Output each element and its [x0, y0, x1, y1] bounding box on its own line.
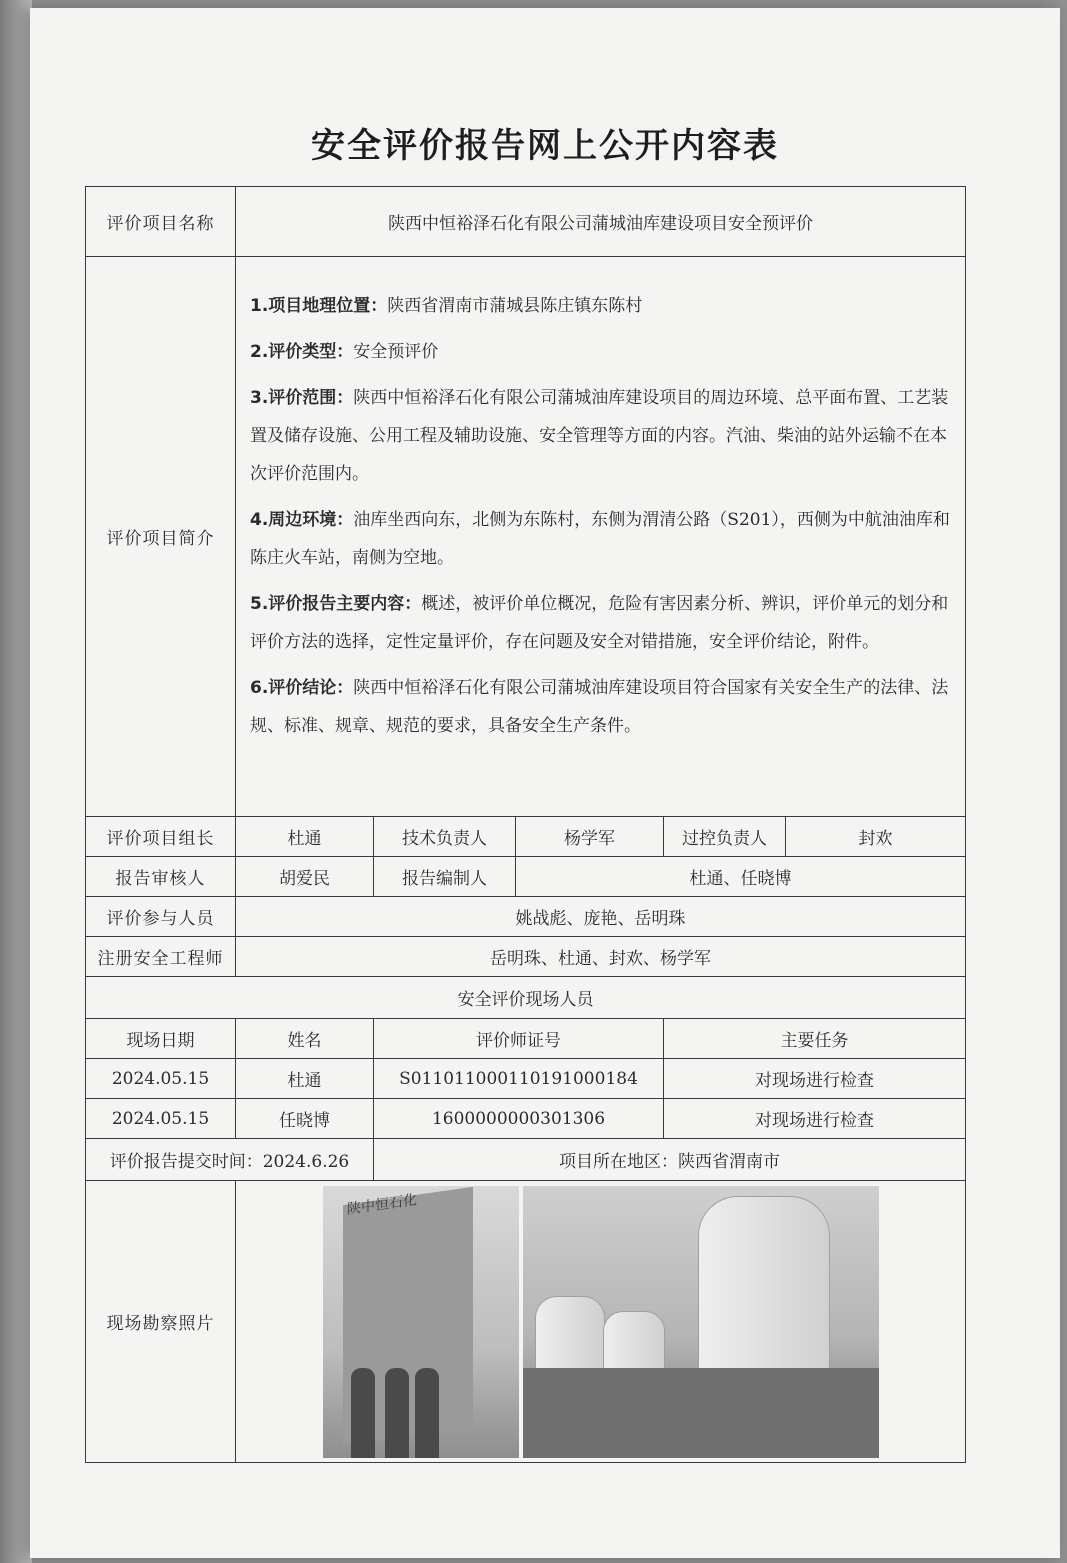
submit-row	[86, 1139, 966, 1181]
project-name-row	[86, 187, 966, 257]
photos-label: 现场勘察照片	[86, 1181, 236, 1463]
page-title: 安全评价报告网上公开内容表	[311, 126, 779, 166]
disclosure-table	[85, 186, 966, 1463]
site-header-row	[86, 977, 966, 1019]
reviewer-value: 胡爱民	[236, 857, 374, 897]
building-sign: 陕中恒石化	[346, 1191, 417, 1218]
site-date: 2024.05.15	[86, 1059, 236, 1099]
site-task: 对现场进行检查	[664, 1059, 966, 1099]
project-name-label: 评价项目名称	[86, 187, 236, 257]
intro-label: 评价项目简介	[86, 257, 236, 817]
process-label: 过控负责人	[664, 817, 786, 857]
leader-row	[86, 817, 966, 857]
project-name-value: 陕西中恒裕泽石化有限公司蒲城油库建设项目安全预评价	[236, 187, 966, 257]
person-figure	[415, 1368, 439, 1458]
site-photo-building	[323, 1186, 519, 1458]
intro-row	[86, 257, 966, 817]
participants-label: 评价参与人员	[86, 897, 236, 937]
site-name: 任晓博	[236, 1099, 374, 1139]
participants-row	[86, 897, 966, 937]
person-figure	[385, 1368, 409, 1458]
intro-item-5: 5.评价报告主要内容：概述，被评价单位概况，危险有害因素分析、辨识，评价单元的划分和评价方法的选择，定性定量评价，存在问题及安全对错措施，安全评价结论，附件。	[250, 594, 949, 652]
col-cert: 评价师证号	[374, 1019, 664, 1059]
site-date: 2024.05.15	[86, 1099, 236, 1139]
participants-value: 姚战彪、庞艳、岳明珠	[236, 897, 966, 937]
intro-item-4: 4.周边环境：油库坐西向东，北侧为东陈村，东侧为渭清公路（S201），西侧为中航油油库和陈庄火车站，南侧为空地。	[250, 510, 950, 568]
site-task: 对现场进行检查	[664, 1099, 966, 1139]
col-date: 现场日期	[86, 1019, 236, 1059]
leader-value: 杜通	[236, 817, 374, 857]
project-region: 项目所在地区：陕西省渭南市	[374, 1139, 966, 1181]
submit-time: 评价报告提交时间：2024.6.26	[86, 1139, 374, 1181]
engineers-row	[86, 937, 966, 977]
author-label: 报告编制人	[374, 857, 516, 897]
site-columns-row	[86, 1019, 966, 1059]
photos-cell	[236, 1181, 966, 1463]
engineers-label: 注册安全工程师	[86, 937, 236, 977]
reviewer-label: 报告审核人	[86, 857, 236, 897]
person-figure	[351, 1368, 375, 1458]
site-photo-tanks	[523, 1186, 879, 1458]
document-page	[30, 8, 1060, 1558]
author-value: 杜通、任晓博	[516, 857, 966, 897]
process-value: 封欢	[786, 817, 966, 857]
leader-label: 评价项目组长	[86, 817, 236, 857]
site-cert: S011011000110191000184	[374, 1059, 664, 1099]
engineers-value: 岳明珠、杜通、封欢、杨学军	[236, 937, 966, 977]
intro-content	[236, 257, 966, 817]
tech-label: 技术负责人	[374, 817, 516, 857]
site-name: 杜通	[236, 1059, 374, 1099]
col-name: 姓名	[236, 1019, 374, 1059]
site-header: 安全评价现场人员	[86, 977, 966, 1019]
table-row	[86, 1099, 966, 1139]
reviewer-row	[86, 857, 966, 897]
intro-item-2: 2.评价类型：安全预评价	[250, 342, 439, 362]
table-row	[86, 1059, 966, 1099]
tech-value: 杨学军	[516, 817, 664, 857]
site-cert: 1600000000301306	[374, 1099, 664, 1139]
intro-item-3: 3.评价范围：陕西中恒裕泽石化有限公司蒲城油库建设项目的周边环境、总平面布置、工艺装置及储存设施、公用工程及辅助设施、安全管理等方面的内容。汽油、柴油的站外运输不在本次评价范围内。	[250, 388, 949, 484]
intro-item-6: 6.评价结论：陕西中恒裕泽石化有限公司蒲城油库建设项目符合国家有关安全生产的法律、法规、标准、规章、规范的要求，具备安全生产条件。	[250, 678, 949, 736]
ground	[523, 1368, 879, 1458]
intro-item-1: 1.项目地理位置：陕西省渭南市蒲城县陈庄镇东陈村	[250, 296, 643, 316]
photos-row	[86, 1181, 966, 1463]
col-task: 主要任务	[664, 1019, 966, 1059]
binding-edge	[0, 0, 32, 1563]
storage-tank	[698, 1196, 830, 1388]
